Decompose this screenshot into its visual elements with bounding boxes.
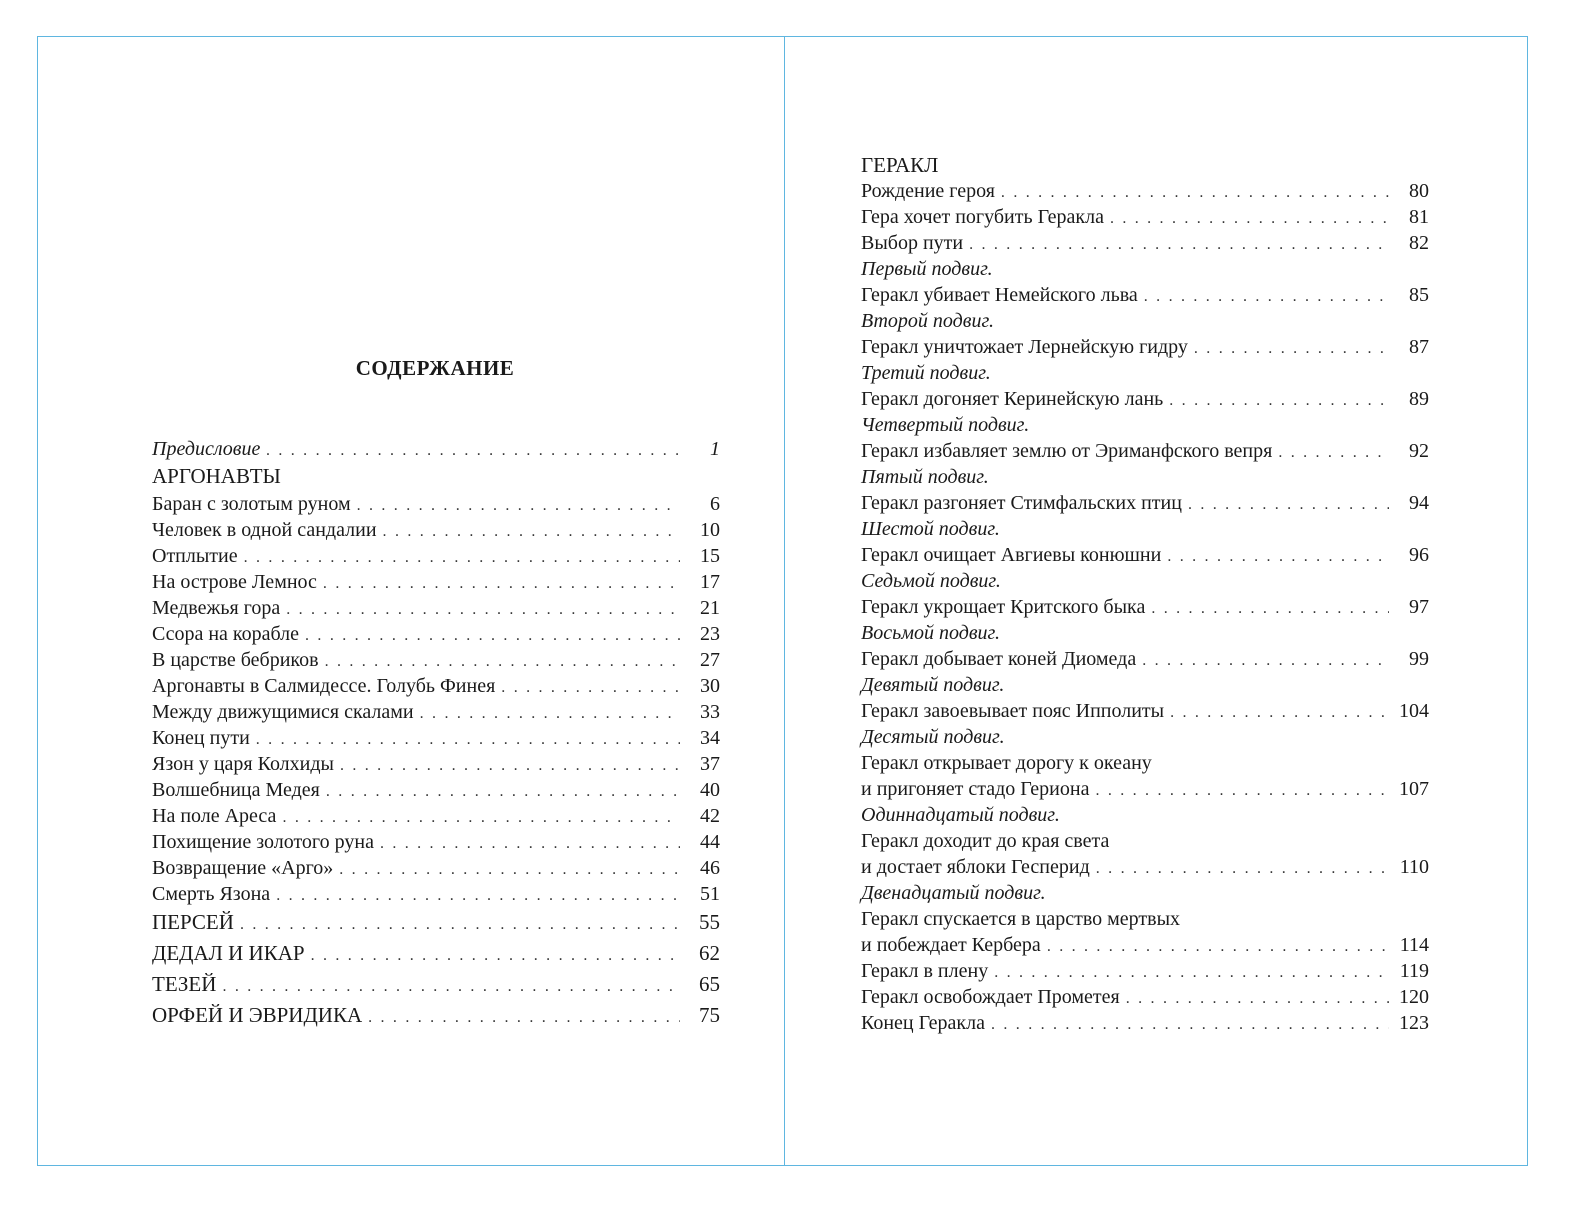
toc-entry xyxy=(861,516,1429,542)
toc-entry xyxy=(861,880,1429,906)
toc-entry-title: ОРФЕЙ И ЭВРИДИКА xyxy=(152,1003,363,1027)
toc-entry-page: 62 xyxy=(699,941,720,965)
toc-heading: СОДЕРЖАНИЕ xyxy=(355,356,515,380)
dot-leader xyxy=(969,232,1389,258)
toc-entry xyxy=(152,803,720,829)
toc-entry-page: 94 xyxy=(1409,492,1429,514)
page-gutter xyxy=(784,37,785,1165)
toc-entry-page: 46 xyxy=(700,857,720,879)
toc-entry-title: Баран с золотым руном xyxy=(152,493,351,515)
toc-entry xyxy=(861,490,1429,516)
toc-entry xyxy=(861,230,1429,256)
toc-entry-title: Восьмой подвиг. xyxy=(861,622,1001,644)
toc-entry-page: 15 xyxy=(700,545,720,567)
dot-leader xyxy=(222,971,680,1002)
dot-leader xyxy=(276,883,680,909)
toc-entry xyxy=(861,854,1429,880)
dot-leader xyxy=(1151,596,1389,622)
toc-entry xyxy=(861,1010,1429,1036)
toc-entry-title: Геракл очищает Авгиевы конюшни xyxy=(861,544,1162,566)
toc-entry-page: 42 xyxy=(700,805,720,827)
toc-entry-page: 99 xyxy=(1409,648,1429,670)
toc-entry xyxy=(861,464,1429,490)
dot-leader xyxy=(1110,206,1389,232)
toc-entry xyxy=(152,673,720,699)
toc-entry-title: Геракл открывает дорогу к океану xyxy=(861,752,1152,774)
toc-entry xyxy=(861,594,1429,620)
toc-entry xyxy=(861,568,1429,594)
toc-entry-page: 65 xyxy=(699,972,720,996)
toc-entry xyxy=(861,906,1429,932)
toc-entry xyxy=(152,621,720,647)
toc-entry-title: На поле Ареса xyxy=(152,805,277,827)
dot-leader xyxy=(1047,934,1389,960)
toc-entry xyxy=(861,828,1429,854)
toc-entry-title: Гера хочет погубить Геракла xyxy=(861,206,1104,228)
dot-leader xyxy=(1194,336,1389,362)
dot-leader xyxy=(383,519,680,545)
dot-leader xyxy=(256,727,680,753)
dot-leader xyxy=(286,597,680,623)
toc-entry-title: Аргонавты в Салмидессе. Голубь Финея xyxy=(152,675,496,697)
toc-entry-title: Человек в одной сандалии xyxy=(152,519,377,541)
toc-entry-title: Геракл уничтожает Лернейскую гидру xyxy=(861,336,1188,358)
dot-leader xyxy=(340,753,680,779)
dot-leader xyxy=(1001,180,1389,206)
toc-entry-page: 104 xyxy=(1399,700,1429,722)
toc-entry xyxy=(861,620,1429,646)
toc-entry-title: и достает яблоки Гесперид xyxy=(861,856,1090,878)
toc-entry-page: 96 xyxy=(1409,544,1429,566)
toc-entry-title: ГЕРАКЛ xyxy=(861,153,939,177)
toc-entry-title: Третий подвиг. xyxy=(861,362,991,384)
toc-entry xyxy=(861,802,1429,828)
toc-entry xyxy=(861,152,1429,178)
toc-entry-title: Возвращение «Арго» xyxy=(152,857,334,879)
toc-entry-title: Геракл освобождает Прометея xyxy=(861,986,1120,1008)
toc-entry-page: 23 xyxy=(700,623,720,645)
toc-entry-title: Конец пути xyxy=(152,727,250,749)
dot-leader xyxy=(244,545,680,571)
dot-leader xyxy=(323,571,680,597)
toc-entry-title: Геракл разгоняет Стимфальских птиц xyxy=(861,492,1182,514)
toc-entry-title: Геракл доходит до края света xyxy=(861,830,1110,852)
toc-entry xyxy=(861,334,1429,360)
dot-leader xyxy=(991,1012,1389,1038)
toc-entry xyxy=(861,984,1429,1010)
toc-list-left xyxy=(152,436,720,1031)
dot-leader xyxy=(266,438,680,464)
dot-leader xyxy=(368,1002,680,1033)
dot-leader xyxy=(240,909,680,940)
toc-entry-title: и пригоняет стадо Гериона xyxy=(861,778,1090,800)
toc-entry xyxy=(861,178,1429,204)
toc-entry xyxy=(152,938,720,969)
toc-entry-page: 17 xyxy=(700,571,720,593)
toc-entry-title: Первый подвиг. xyxy=(861,258,993,280)
toc-entry-title: Геракл спускается в царство мертвых xyxy=(861,908,1181,930)
toc-entry xyxy=(152,569,720,595)
toc-entry xyxy=(861,776,1429,802)
toc-entry-title: и побеждает Кербера xyxy=(861,934,1041,956)
toc-entry-title: Рождение героя xyxy=(861,180,995,202)
toc-entry xyxy=(861,204,1429,230)
toc-entry-title: ДЕДАЛ И ИКАР xyxy=(152,941,305,965)
toc-entry xyxy=(152,855,720,881)
toc-entry-page: 97 xyxy=(1409,596,1429,618)
dot-leader xyxy=(1144,284,1389,310)
toc-entry-title: Одиннадцатый подвиг. xyxy=(861,804,1060,826)
toc-entry xyxy=(152,907,720,938)
toc-entry-title: Выбор пути xyxy=(861,232,964,254)
toc-entry xyxy=(861,542,1429,568)
toc-entry xyxy=(861,386,1429,412)
dot-leader xyxy=(501,675,680,701)
dot-leader xyxy=(1188,492,1389,518)
dot-leader xyxy=(326,779,680,805)
toc-entry-page: 85 xyxy=(1409,284,1429,306)
toc-entry-title: ПЕРСЕЙ xyxy=(152,910,234,934)
toc-entry-title: Геракл догоняет Керинейскую лань xyxy=(861,388,1164,410)
toc-entry-title: Десятый подвиг. xyxy=(861,726,1005,748)
toc-entry xyxy=(152,699,720,725)
toc-entry-page: 82 xyxy=(1409,232,1429,254)
toc-entry-title: Второй подвиг. xyxy=(861,310,994,332)
toc-entry xyxy=(861,932,1429,958)
toc-entry-page: 110 xyxy=(1399,856,1429,878)
toc-entry-title: В царстве бебриков xyxy=(152,649,319,671)
toc-entry-title: Четвертый подвиг. xyxy=(861,414,1030,436)
toc-entry-page: 30 xyxy=(700,675,720,697)
toc-entry-title: Девятый подвиг. xyxy=(861,674,1005,696)
toc-entry-title: Волшебница Медея xyxy=(152,779,320,801)
dot-leader xyxy=(420,701,680,727)
toc-entry-page: 37 xyxy=(700,753,720,775)
toc-entry xyxy=(152,517,720,543)
toc-entry-page: 80 xyxy=(1409,180,1429,202)
dot-leader xyxy=(1170,700,1389,726)
toc-entry xyxy=(861,438,1429,464)
toc-entry-page: 40 xyxy=(700,779,720,801)
toc-entry-title: АРГОНАВТЫ xyxy=(152,464,281,488)
toc-entry xyxy=(152,543,720,569)
toc-entry-page: 1 xyxy=(710,438,720,460)
toc-entry-page: 120 xyxy=(1399,986,1429,1008)
toc-entry xyxy=(861,360,1429,386)
toc-entry-page: 55 xyxy=(699,910,720,934)
dot-leader xyxy=(1126,986,1389,1012)
toc-entry-title: Двенадцатый подвиг. xyxy=(861,882,1046,904)
dot-leader xyxy=(380,831,680,857)
toc-entry-page: 123 xyxy=(1399,1012,1429,1034)
toc-entry xyxy=(152,647,720,673)
toc-entry-page: 92 xyxy=(1409,440,1429,462)
toc-entry xyxy=(152,751,720,777)
toc-entry xyxy=(152,462,720,491)
toc-entry-page: 51 xyxy=(700,883,720,905)
toc-entry xyxy=(152,969,720,1000)
toc-entry-page: 34 xyxy=(700,727,720,749)
toc-entry-title: Похищение золотого руна xyxy=(152,831,374,853)
toc-entry xyxy=(152,829,720,855)
dot-leader xyxy=(994,960,1389,986)
toc-entry xyxy=(861,412,1429,438)
dot-leader xyxy=(339,857,680,883)
toc-entry-title: На острове Лемнос xyxy=(152,571,317,593)
toc-entry-title: ТЕЗЕЙ xyxy=(152,972,217,996)
dot-leader xyxy=(357,493,680,519)
toc-entry-title: Шестой подвиг. xyxy=(861,518,1000,540)
toc-entry-title: Смерть Язона xyxy=(152,883,271,905)
toc-entry-title: Между движущимися скалами xyxy=(152,701,414,723)
toc-entry-page: 27 xyxy=(700,649,720,671)
toc-entry-title: Геракл убивает Немейского льва xyxy=(861,284,1138,306)
toc-entry xyxy=(861,256,1429,282)
toc-entry-title: Медвежья гора xyxy=(152,597,281,619)
toc-entry-page: 75 xyxy=(699,1003,720,1027)
toc-entry xyxy=(152,436,720,462)
toc-entry-page: 89 xyxy=(1409,388,1429,410)
toc-entry-title: Пятый подвиг. xyxy=(861,466,989,488)
toc-entry xyxy=(861,958,1429,984)
toc-entry-title: Геракл завоевывает пояс Ипполиты xyxy=(861,700,1165,722)
toc-list-right xyxy=(861,152,1429,1036)
toc-entry-page: 87 xyxy=(1409,336,1429,358)
toc-entry-title: Седьмой подвиг. xyxy=(861,570,1001,592)
dot-leader xyxy=(1169,388,1389,414)
toc-entry xyxy=(152,1000,720,1031)
toc-entry-page: 33 xyxy=(700,701,720,723)
toc-entry-title: Геракл укрощает Критского быка xyxy=(861,596,1146,618)
toc-entry-page: 119 xyxy=(1399,960,1429,982)
toc-entry-title: Геракл избавляет землю от Эриманфского вепря xyxy=(861,440,1273,462)
toc-entry-page: 44 xyxy=(700,831,720,853)
toc-entry xyxy=(152,777,720,803)
dot-leader xyxy=(1096,856,1389,882)
dot-leader xyxy=(1095,778,1389,804)
toc-entry xyxy=(861,724,1429,750)
dot-leader xyxy=(311,940,680,971)
toc-entry-title: Геракл добывает коней Диомеда xyxy=(861,648,1137,670)
toc-entry-page: 81 xyxy=(1409,206,1429,228)
toc-entry xyxy=(861,646,1429,672)
toc-entry-page: 107 xyxy=(1399,778,1429,800)
toc-entry xyxy=(861,698,1429,724)
dot-leader xyxy=(1167,544,1389,570)
toc-entry-title: Предисловие xyxy=(152,438,261,460)
toc-entry xyxy=(861,750,1429,776)
toc-entry xyxy=(152,595,720,621)
dot-leader xyxy=(1278,440,1389,466)
toc-entry-title: Геракл в плену xyxy=(861,960,989,982)
toc-entry xyxy=(152,725,720,751)
toc-entry xyxy=(152,491,720,517)
toc-entry xyxy=(152,881,720,907)
toc-entry xyxy=(861,282,1429,308)
toc-entry-page: 114 xyxy=(1399,934,1429,956)
toc-entry-title: Конец Геракла xyxy=(861,1012,985,1034)
toc-entry xyxy=(861,308,1429,334)
dot-leader xyxy=(282,805,680,831)
toc-entry-title: Отплытие xyxy=(152,545,238,567)
toc-entry-page: 6 xyxy=(710,493,720,515)
toc-entry-title: Язон у царя Колхиды xyxy=(152,753,334,775)
dot-leader xyxy=(325,649,680,675)
dot-leader xyxy=(1142,648,1389,674)
dot-leader xyxy=(305,623,680,649)
toc-entry-title: Ссора на корабле xyxy=(152,623,300,645)
toc-entry-page: 10 xyxy=(700,519,720,541)
toc-entry xyxy=(861,672,1429,698)
toc-entry-page: 21 xyxy=(700,597,720,619)
